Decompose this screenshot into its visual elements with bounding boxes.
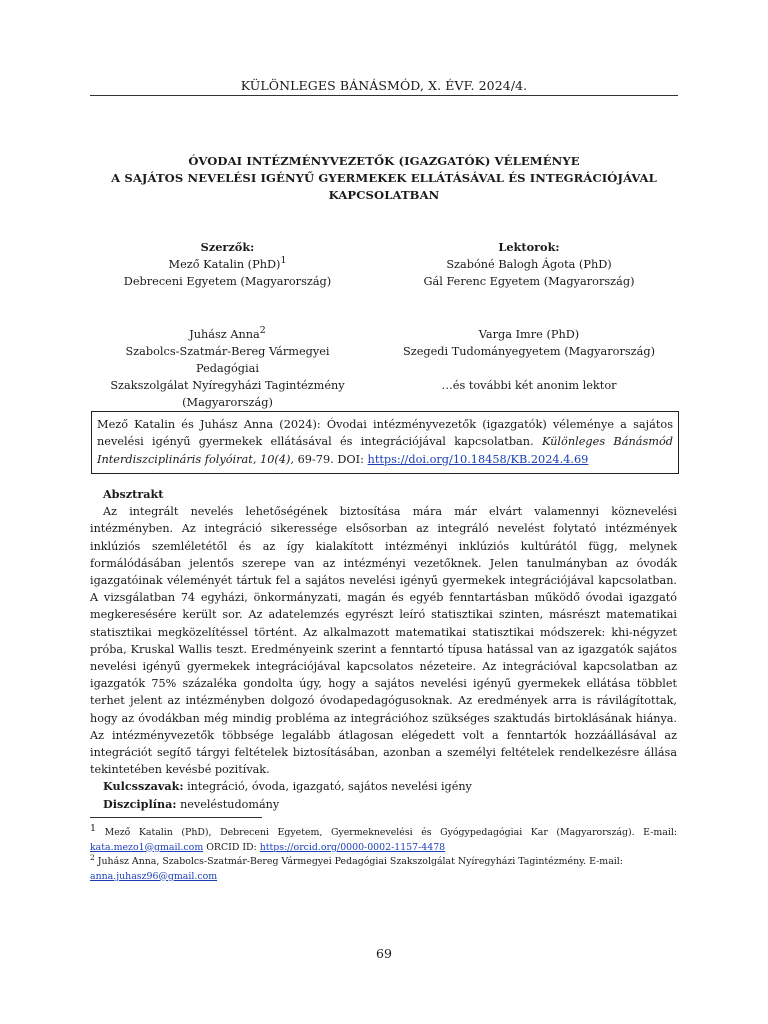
footnote-2-email-link[interactable]: anna.juhasz96@gmail.com (90, 870, 218, 882)
discipline-line (90, 796, 677, 813)
citation-text: Mező Katalin és Juhász Anna (2024): Óvodai intézményvezetők (igazgatók) véleménye a sajátos nevelési igényű gyermekek ellátásával és integrációjával kapcsolatban. (97, 418, 673, 449)
author2-affiliation-line-1: Szabolcs-Szatmár-Bereg Vármegyei Pedagógiai (125, 345, 330, 375)
abstract-section (90, 486, 677, 813)
keywords-label: Kulcsszavak: (103, 779, 184, 794)
author1-affiliation: Debreceni Egyetem (Magyarország) (123, 275, 332, 288)
abstract-body: Az integrált nevelés lehetőségének biztosítása mára már elvárt valamennyi köznevelési intézményben. Az integráció sikeressége elsősorban az integráló nevelést folytató intézmények inklúziós szemléletétől és az így kialakított intézményi inklúziós kultúrától függ, melynek formálódásában jelentős szerepe van az intézményi vezetőknek. Jelen tanulmányban az óvodák igazgatóinak véleményét tártuk fel a sajátos nevelési igényű gyermekek integrációjával kapcsolatban. A vizsgálatban 74 egyházi, önkormányzati, magán és egyéb fenntartásban működő óvodai igazgató megkeresésére került sor. Az adatelemzés egyrészt leíró statisztikai szinten, másrészt matematikai statisztikai megközelítéssel történt. Az alkalmazott matematikai statisztikai módszerek: khi-négyzet próba, Kruskal Wallis teszt. Eredményeink szerint a fenntartó típusa hatással van az igazgatók sajátos nevelési igényű gyermekek integrációjával kapcsolatos nézeteire. Az integrációval kapcsolatban az igazgatók 75% százaléka gondolta úgy, hogy a sajátos nevelési igényű gyermekek ellátása többlet terhet jelent az intézményben dolgozó óvodapedagógusoknak. Az eredmények arra is rávilágítottak, hogy az óvodákban még mindig probléma az integrációhoz szükséges szaktudás birtoklásának hiánya. Az intézményvezetők többsége legalább átlagosan elégedett volt a fenntartók hozzáállásával az integrációt segítő tárgyi feltételek biztosításában, azonban a személyi feltételek rendelkezésre állása tekintetében kevésbé pozitívak. (90, 505, 677, 777)
citation-box (91, 411, 679, 474)
authors-label: Szerzők: (200, 240, 255, 254)
footnote-mark-1: 1 (280, 255, 287, 267)
other-reviewers: …és további két anonim lektor (441, 379, 617, 392)
orcid-label: ORCID ID: (206, 841, 257, 853)
reviewers-block (400, 239, 658, 290)
reviewer1-affiliation: Gál Ferenc Egyetem (Magyarország) (423, 275, 635, 288)
reviewer2-block (400, 326, 658, 394)
reviewer1-name: Szabóné Balogh Ágota (PhD) (446, 258, 612, 271)
author1-name: Mező Katalin (PhD)$^1$ (168, 255, 287, 271)
running-head: KÜLÖNLEGES BÁNÁSMÓD, X. ÉVF. 2024/4. (240, 78, 528, 93)
author2-affiliation-line-3: (Magyarország) (182, 396, 273, 409)
doi-link[interactable]: https://doi.org/10.18458/KB.2024.4.69 (367, 452, 589, 466)
header-rule (90, 95, 678, 96)
discipline: neveléstudomány (180, 797, 280, 811)
footnote-1-mark: 1 (90, 822, 97, 834)
keywords-line (90, 778, 677, 795)
footnote-2 (90, 855, 677, 884)
footnote-1 (90, 822, 678, 855)
reviewer2-affiliation: Szegedi Tudományegyetem (Magyarország) (403, 345, 655, 358)
author2-name: Juhász Anna$^2$ (189, 325, 266, 341)
footnote-rule (90, 817, 262, 818)
author2-block (100, 326, 355, 411)
footnote-2-text: Juhász Anna, Szabolcs-Szatmár-Bereg Vármegyei Pedagógiai Szakszolgálat Nyíregyházi Tagintézmény. E-mail: (97, 856, 623, 868)
doi-label: DOI: (337, 452, 364, 466)
orcid-link[interactable]: https://orcid.org/0000-0002-1157-4478 (259, 841, 446, 853)
keywords: integráció, óvoda, igazgató, sajátos nevelési igény (187, 780, 472, 794)
citation-journal: Különleges Bánásmód Interdiszciplináris folyóirat, (97, 435, 673, 466)
citation-volume: 10(4), (260, 452, 294, 466)
citation-pages: 69-79. (297, 452, 334, 466)
footnotes (90, 822, 678, 884)
author2-affiliation-line-2: Szakszolgálat Nyíregyházi Tagintézmény (110, 379, 345, 392)
footnote-mark-2: 2 (259, 325, 266, 337)
authors-block (100, 239, 355, 290)
footnote-1-email-link[interactable]: kata.mezo1@gmail.com (90, 841, 204, 853)
footnote-1-text: Mező Katalin (PhD), Debreceni Egyetem, Gyermeknevelési és Gyógypedagógiai Kar (Magyarország). E-mail: (104, 827, 678, 838)
title-line-3: KAPCSOLATBAN (328, 188, 440, 202)
reviewer2-name: Varga Imre (PhD) (478, 328, 580, 341)
abstract-title: Absztrakt (103, 487, 164, 501)
reviewers-label: Lektorok: (498, 240, 560, 254)
page-number: 69 (376, 946, 392, 961)
footnote-2-mark: 2 (90, 853, 95, 863)
discipline-label: Diszciplína: (103, 796, 177, 811)
article-title (90, 153, 678, 204)
title-line-1: ÓVODAI INTÉZMÉNYVEZETŐK (IGAZGATÓK) VÉLEMÉNYE (188, 154, 580, 168)
title-line-2: A SAJÁTOS NEVELÉSI IGÉNYŰ GYERMEKEK ELLÁTÁSÁVAL ÉS INTEGRÁCIÓJÁVAL (111, 171, 657, 185)
